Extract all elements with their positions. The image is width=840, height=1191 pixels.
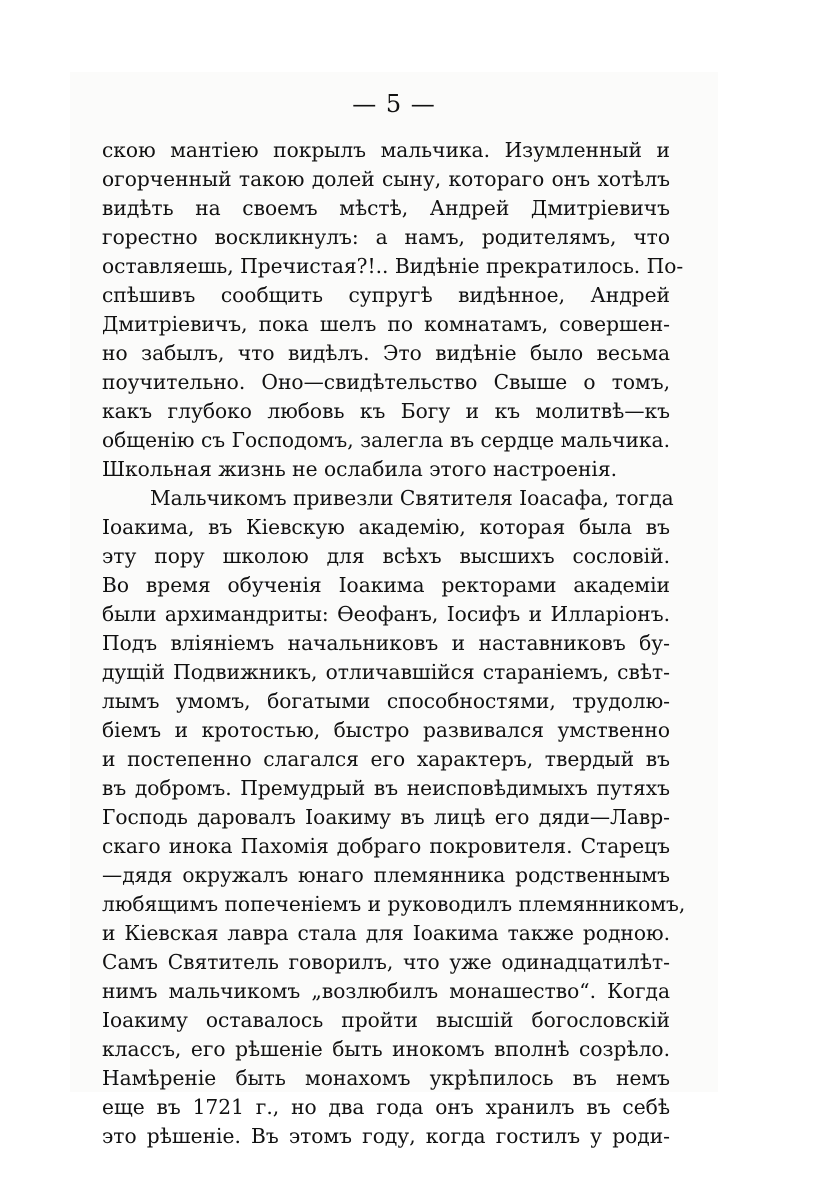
text-line: въ добромъ. Премудрый въ неисповѣдимыхъ путяхъ	[102, 776, 670, 800]
text-line: Іоакима, въ Кіевскую академію, которая была въ	[102, 515, 670, 539]
text-line: дущій Подвижникъ, отличавшійся стараніемъ, свѣт-	[102, 660, 670, 684]
text-line: Школьная жизнь не ослабила этого настроенія.	[102, 457, 618, 481]
text-line: нимъ мальчикомъ „возлюбилъ монашество“. Когда	[102, 979, 670, 1003]
text-line: лымъ умомъ, богатыми способностями, трудолю-	[102, 689, 670, 713]
text-line: оставляешь, Пречистая?!.. Видѣніе прекратилось. По-	[102, 254, 684, 278]
text-line: горестно воскликнулъ: а намъ, родителямъ, что	[102, 225, 670, 249]
text-line: Дмитріевичъ, пока шелъ по комнатамъ, совершен-	[102, 312, 670, 336]
text-line: огорченный такою долей сыну, котораго онъ хотѣлъ	[102, 167, 670, 191]
text-line: общенію съ Господомъ, залегла въ сердце мальчика.	[102, 428, 670, 452]
page-number: — 5 —	[352, 90, 436, 118]
text-line: біемъ и кротостью, быстро развивался умственно	[102, 718, 670, 742]
text-line: скаго инока Пахомія добраго покровителя. Старецъ	[102, 834, 670, 858]
text-line: Подъ вліяніемъ начальниковъ и наставниковъ бу-	[102, 631, 670, 655]
text-line: спѣшивъ сообщить супругѣ видѣнное, Андрей	[102, 283, 670, 307]
text-line: —дядя окружалъ юнаго племянника родственнымъ	[102, 863, 670, 887]
text-line: Господь даровалъ Іоакиму въ лицѣ его дяди—Лавр-	[102, 805, 670, 829]
text-line: любящимъ попеченіемъ и руководилъ племянникомъ,	[102, 892, 686, 916]
text-line: были архимандриты: Ѳеофанъ, Іосифъ и Илларіонъ.	[102, 602, 670, 626]
text-line: и постепенно слагался его характеръ, твердый въ	[102, 747, 670, 771]
text-line: эту пору школою для всѣхъ высшихъ сословій.	[102, 544, 670, 568]
text-line: Іоакиму оставалось пройти высшій богословскій	[102, 1008, 670, 1032]
text-line: скою мантіею покрылъ мальчика. Изумленный и	[102, 138, 670, 162]
paragraph-first-line: Мальчикомъ привезли Святителя Іоасафа, тогда	[150, 486, 674, 510]
text-line: поучительно. Оно—свидѣтельство Свыше о томъ,	[102, 370, 670, 394]
text-line: классъ, его рѣшеніе быть инокомъ вполнѣ созрѣло.	[102, 1037, 670, 1061]
text-line: Во время обученія Іоакима ректорами академіи	[102, 573, 670, 597]
text-line: еще въ 1721 г., но два года онъ хранилъ въ себѣ	[102, 1095, 670, 1119]
body-text	[102, 136, 686, 1151]
text-line: но забылъ, что видѣлъ. Это видѣніе было весьма	[102, 341, 670, 365]
text-line: Самъ Святитель говорилъ, что уже одинадцатилѣт-	[102, 950, 670, 974]
text-line: видѣть на своемъ мѣстѣ, Андрей Дмитріевичъ	[102, 196, 670, 220]
text-line: какъ глубоко любовь къ Богу и къ молитвѣ—къ	[102, 399, 670, 423]
text-line: и Кіевская лавра стала для Іоакима также родною.	[102, 921, 670, 945]
text-line: это рѣшеніе. Въ этомъ году, когда гостилъ у роди-	[102, 1124, 670, 1148]
text-line: Намѣреніе быть монахомъ укрѣпилось въ немъ	[102, 1066, 670, 1090]
book-page	[70, 72, 718, 1148]
